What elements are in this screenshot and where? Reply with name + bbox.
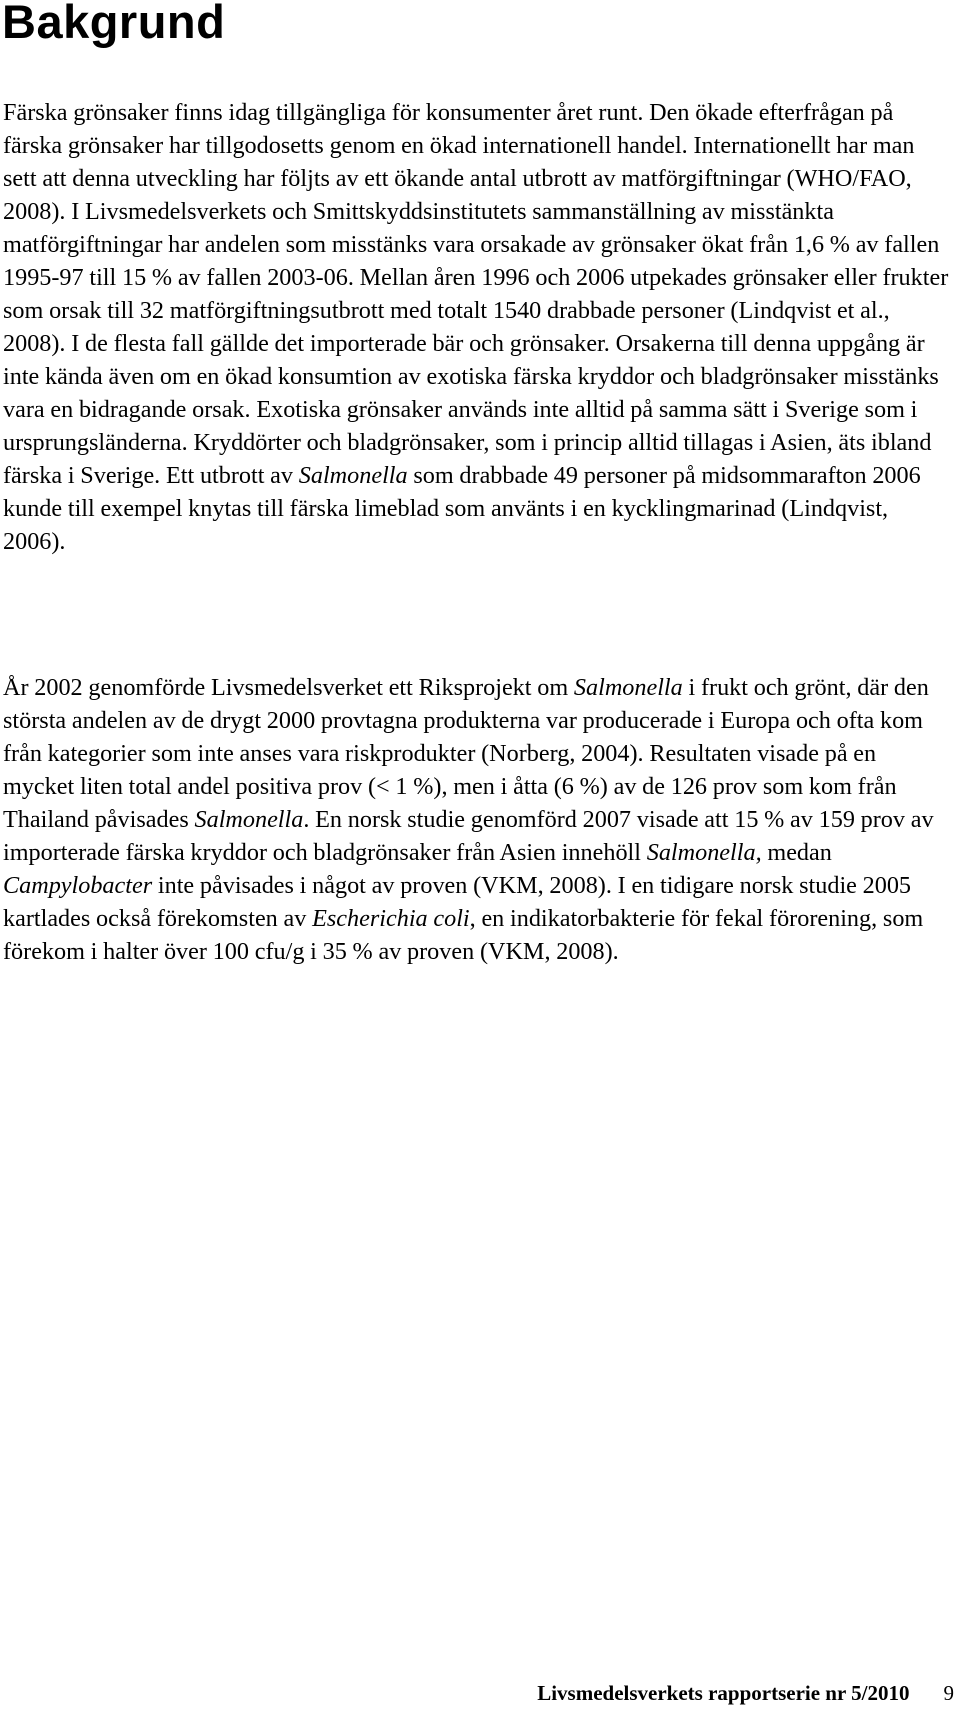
text-run-1: År 2002 genomförde Livsmedelsverket ett Riksprojekt om [3, 674, 569, 701]
sentence-3: I Livsmedelsverkets och Smittskyddsinstitutets sammanställning av misstänkta matförgiftningar har andelen som misstänks vara orsakade av grönsaker ökat från 1,6 % av fallen 1995-97 till 15 % av fallen 2003-06. [3, 198, 940, 291]
text-run-2: i frukt och grönt, där den största andelen av de drygt 2000 provtagna produkterna var producerade i Europa och ofta kom från kategorier som inte anses vara riskprodukter (Norberg, 2004). Resultaten visade på en mycket liten total andel positiva prov (< 1 %), men i åtta (6 %) av de 126 prov som kom från Thailand påvisades [3, 674, 929, 833]
sentence-1: Färska grönsaker finns idag tillgängliga för konsumenter året runt. Den ökade efterfrågan på färska grönsaker har tillgodosetts genom en ökad internationell handel. [3, 99, 894, 159]
italic-term-escherichia-coli: Escherichia coli [312, 905, 470, 932]
italic-term-salmonella-2: Salmonella [194, 806, 304, 833]
italic-term-campylobacter: Campylobacter [3, 872, 153, 899]
italic-term-salmonella-3: Salmonella, [646, 839, 762, 866]
sentence-5: som drabbade 49 personer på midsommarafton 2006 kunde till exempel knytas till färska limeblad som använts i en kycklingmarinad (Lindqvist, 2006). [3, 462, 921, 555]
paragraph-background-1 [3, 96, 949, 558]
paragraph-background-2 [3, 671, 949, 968]
text-run-5: inte påvisades i något av proven (VKM, 2008). I en tidigare norsk studie 2005 kartlades också förekomsten av [3, 872, 912, 932]
italic-term-salmonella: Salmonella [298, 462, 408, 489]
text-run-6: , en indikatorbakterie för fekal förorening, som förekom i halter över 100 cfu/g i 35 % av proven (VKM, 2008). [3, 905, 924, 965]
sentence-4: Mellan åren 1996 och 2006 utpekades grönsaker eller frukter som orsak till 32 matförgiftningsutbrott med totalt 1540 drabbade personer (Lindqvist et al., 2008). I de flesta fall gällde det importerade bär och grönsaker. Orsakerna till denna uppgång är inte kända även om en ökad konsumtion av exotiska färska kryddor och bladgrönsaker misstänks vara en bidragande orsak. Exotiska grönsaker används inte alltid på samma sätt i Sverige som i ursprungsländerna. Kryddörter och bladgrönsaker, som i princip alltid tillagas i Asien, äts ibland färska i Sverige. Ett utbrott av [3, 264, 949, 489]
page-footer [537, 1680, 954, 1706]
page-heading: Bakgrund [2, 0, 226, 48]
text-run-4: medan [767, 839, 832, 866]
text-run-3: . En norsk studie genomförd 2007 visade att 15 % av 159 prov av importerade färska kryddor och bladgrönsaker från Asien innehöll [3, 806, 934, 866]
page-number: 9 [943, 1681, 954, 1705]
footer-series-title: Livsmedelsverkets rapportserie nr 5/2010 [537, 1681, 910, 1705]
sentence-2: Internationellt har man sett att denna utveckling har följts av ett ökande antal utbrott av matförgiftningar (WHO/FAO, 2008). [3, 132, 915, 225]
italic-term-salmonella-1: Salmonella [573, 674, 683, 701]
